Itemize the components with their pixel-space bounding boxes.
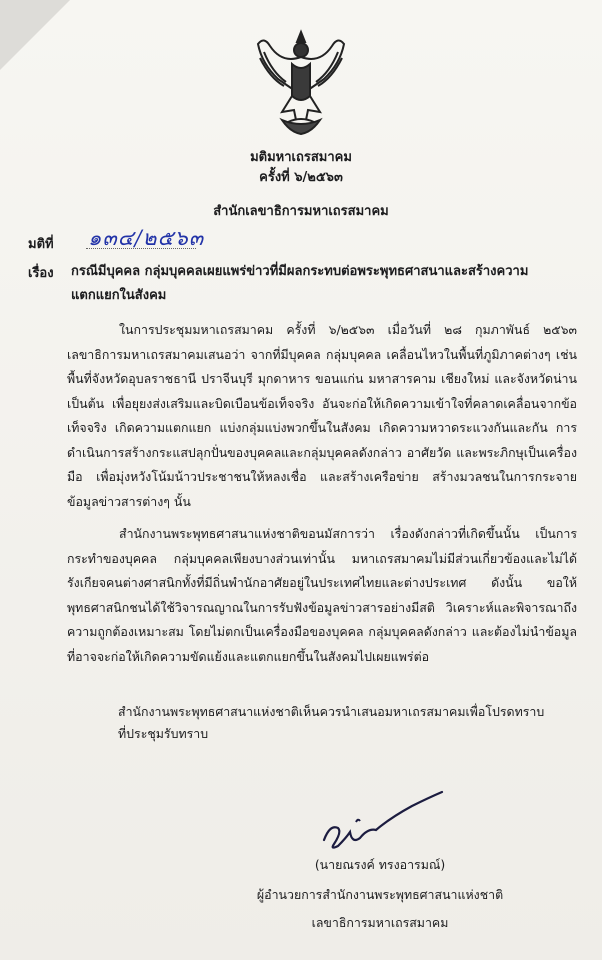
signatory-position-1: ผู้อำนวยการสำนักงานพระพุทธศาสนาแห่งชาติ [256,887,504,902]
subject-label: เรื่อง [28,266,54,281]
resolution-label: มติที่ [28,237,54,252]
resolution-title: มติมหาเถรสมาคม [250,150,352,165]
garuda-emblem [252,24,350,136]
office-name: สำนักเลขาธิการมหาเถรสมาคม [213,204,389,219]
body-paragraph-4: ที่ประชุมรับทราบ [118,726,209,741]
resolution-dotted-line [86,248,196,249]
page-corner-fold [0,0,70,70]
body-paragraph-2: สำนักงานพระพุทธศาสนาแห่งชาติขอนมัสการว่า เรื่องดังกล่าวที่เกิดขึ้นนั้น เป็นการกระทำของบุคคล กลุ่มบุคคลเพียงบางส่วนเท่านั้น มหาเถรสมาคมไม่มีส่วนเกี่ยวข้องและไม่ได้รังเกียจคนต่างศาสนิกทั้งที่มีถิ่นพำนักอาศัยอยู่ในประเทศไทยและต่างประเทศ ดังนั้น ขอให้พุทธศาสนิกชนได้ใช้วิจารณญาณในการรับฟังข้อมูลข่าวสารอย่างมีสติ วิเคราะห์และพิจารณาถึงความถูกต้องเหมาะสม โดยไม่ตกเป็นเครื่องมือของบุคคล กลุ่มบุคคลดังกล่าว และต้องไม่นำข้อมูลที่อาจจะก่อให้เกิดความขัดแย้งและแตกแยกขึ้นในสังคมไปเผยแพร่ต่อ [67,526,577,664]
body-paragraph-1: ในการประชุมมหาเถรสมาคม ครั้งที่ ๖/๒๕๖๓ เมื่อวันที่ ๒๘ กุมภาพันธ์ ๒๕๖๓ เลขาธิการมหาเถรสมาคมเสนอว่า จากที่มีบุคคล กลุ่มบุคคล เคลื่อนไหวในพื้นที่ภูมิภาคต่างๆ เช่น พื้นที่จังหวัดอุบลราชธานี ปราจีนบุรี มุกดาหาร ขอนแก่น มหาสารคาม เชียงใหม่ และจังหวัดน่าน เป็นต้น เพื่อยุยงส่งเสริมและบิดเบือนข้อเท็จจริง อันจะก่อให้เกิดความเข้าใจที่คลาดเคลื่อนจากข้อเท็จจริง เกิดความแตกแยก แบ่งกลุ่มแบ่งพวกขึ้นในสังคม เกิดความหวาดระแวงกันและกัน การดำเนินการสร้างกระแสปลุกปั่นของบุคคลและกลุ่มบุคคลดังกล่าว อาศัยวัด และพระภิกษุเป็นเครื่องมือ เพื่อมุ่งหวังโน้มน้าวประชาชนให้หลงเชื่อ และสร้างเครือข่าย สร้างมวลชนในการกระจายข้อมูลข่าวสารต่างๆ นั้น [67,322,577,509]
handwritten-resolution-number: ๑๓๔/๒๕๖๓ [88,226,205,250]
signatory-name: (นายณรงค์ ทรงอารมณ์) [314,857,446,872]
signatory-position-2: เลขาธิการมหาเถรสมาคม [311,915,449,930]
resolution-number: ครั้งที่ ๖/๒๕๖๓ [259,170,343,185]
body-paragraph-3: สำนักงานพระพุทธศาสนาแห่งชาติเห็นควรนำเสนอมหาเถรสมาคมเพื่อโปรดทราบ [118,704,545,719]
handwritten-signature [316,788,446,858]
subject-text: กรณีมีบุคคล กลุ่มบุคคลเผยแพร่ข่าวที่มีผลกระทบต่อพระพุทธศาสนาและสร้างความแตกแยกในสังคม [71,264,529,303]
